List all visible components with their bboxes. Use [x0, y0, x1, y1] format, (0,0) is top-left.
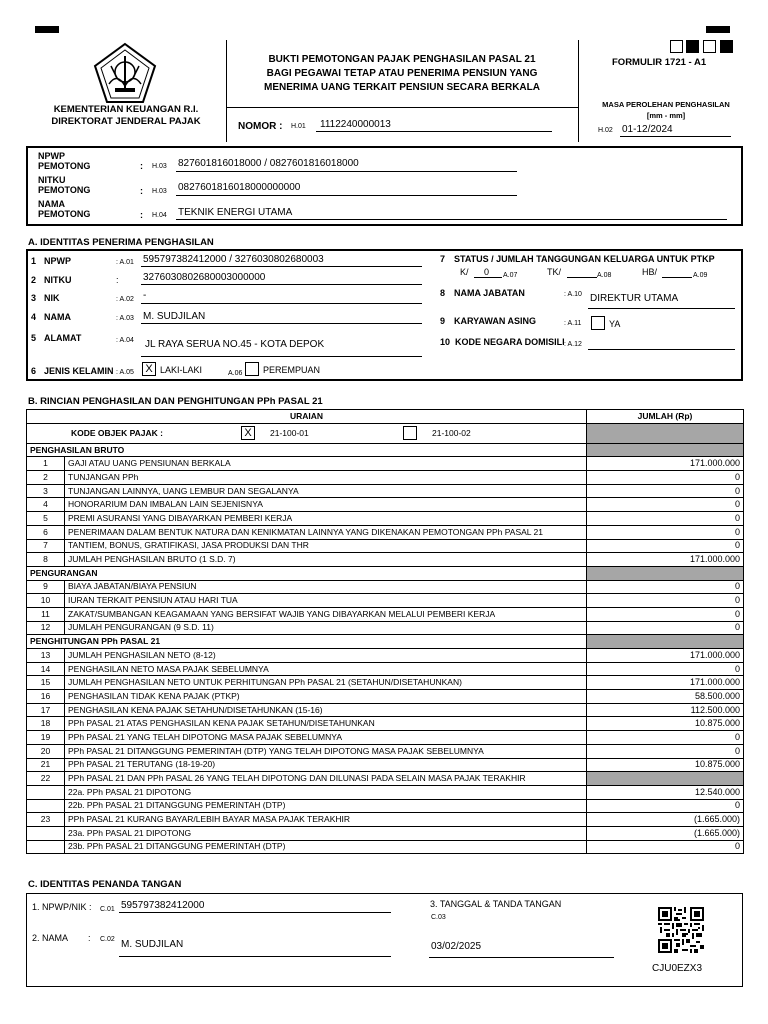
row-number: [27, 785, 65, 799]
row-number: 18: [27, 717, 65, 731]
a-npwp-code: : A.01: [116, 259, 134, 266]
kode-2-checkbox[interactable]: [403, 426, 417, 440]
period-value: 01-12/2024: [622, 124, 673, 135]
header-title-bottom-line: [226, 107, 578, 108]
row-number: 13: [27, 649, 65, 663]
header-vline-right: [578, 40, 579, 142]
a-asing-code: : A.11: [564, 320, 582, 327]
row-amount: (1.665.000): [587, 826, 744, 840]
section-header-label: PENGHITUNGAN PPh PASAL 21: [27, 635, 587, 649]
table-row: [27, 471, 744, 485]
row-amount: 0: [587, 731, 744, 745]
kode-objek-row: [27, 423, 744, 443]
row-description: PPh PASAL 21 KURANG BAYAR/LEBIH BAYAR MASA PAJAK TERAKHIR: [65, 813, 587, 827]
table-row: [27, 840, 744, 854]
a-negara-no: 10: [440, 337, 451, 347]
section-pengurangan-header: [27, 566, 744, 580]
section-header-label: PENGURANGAN: [27, 566, 587, 580]
section-header-label: PENGHASILAN BRUTO: [27, 443, 587, 457]
row-description: JUMLAH PENGHASILAN BRUTO (1 S.D. 7): [65, 553, 587, 567]
form-title-line-2: BAGI PEGAWAI TETAP ATAU PENERIMA PENSIUN YANG: [266, 68, 538, 79]
row-description: PPh PASAL 21 TERUTANG (18-19-20): [65, 758, 587, 772]
a-npwp-underline: [141, 266, 422, 267]
a-alamat-no: 5: [31, 333, 37, 343]
section-header-shade: [587, 566, 744, 580]
table-row: [27, 676, 744, 690]
table-row: [27, 799, 744, 813]
row-amount: 171.000.000: [587, 457, 744, 471]
row-number: [27, 826, 65, 840]
table-row: [27, 758, 744, 772]
a-jabatan-label: NAMA JABATAN: [454, 288, 525, 298]
qr-code: [658, 907, 704, 953]
row-number: 20: [27, 744, 65, 758]
row-amount: 0: [587, 512, 744, 526]
a-nik-code: : A.02: [116, 296, 134, 303]
withholder-nitku-value: 0827601816018000000000: [178, 182, 301, 193]
withholder-nama-label-2: PEMOTONG: [38, 209, 91, 219]
a-status-no: 7: [440, 254, 446, 264]
corner-mark-right: [706, 26, 730, 33]
withholder-box: [26, 146, 743, 226]
c-npwp-code: C.01: [100, 906, 115, 913]
row-description: 23a. PPh PASAL 21 DIPOTONG: [65, 826, 587, 840]
a-asing-label: KARYAWAN ASING: [454, 316, 537, 326]
table-row: [27, 498, 744, 512]
directorate-name: DIREKTORAT JENDERAL PAJAK: [51, 116, 201, 127]
withholder-nama-underline: [176, 219, 727, 220]
row-amount: 0: [587, 744, 744, 758]
period-code: H.02: [598, 127, 613, 134]
row-amount: 112.500.000: [587, 703, 744, 717]
period-format: [mm - mm]: [646, 111, 686, 120]
a-hb-code: A.09: [693, 272, 708, 279]
table-row: [27, 525, 744, 539]
a-tk-underline: [567, 277, 597, 278]
foreign-employee-option: YA: [609, 319, 621, 329]
a-alamat-label: ALAMAT: [44, 333, 82, 343]
a-nitku-colon: :: [116, 275, 119, 285]
withholder-npwp-label-1: NPWP: [38, 151, 65, 161]
row-description: 22a. PPh PASAL 21 DIPOTONG: [65, 785, 587, 799]
table-row: [27, 649, 744, 663]
section-c-title: C. IDENTITAS PENANDA TANGAN: [28, 879, 182, 890]
nomor-underline: [316, 131, 552, 132]
row-description: JUMLAH PENGHASILAN NETO (8-12): [65, 649, 587, 663]
row-amount: 0: [587, 498, 744, 512]
row-amount: 0: [587, 539, 744, 553]
c-tanggal-value: 03/02/2025: [431, 941, 482, 952]
row-amount: 0: [587, 580, 744, 594]
row-amount: 10.875.000: [587, 717, 744, 731]
a-gender-label: JENIS KELAMIN: [44, 366, 114, 376]
a-negara-label: KODE NEGARA DOMISILI: [455, 337, 565, 347]
row-description: IURAN TERKAIT PENSIUN ATAU HARI TUA: [65, 594, 587, 608]
row-description: PENGHASILAN NETO MASA PAJAK SEBELUMNYA: [65, 662, 587, 676]
a-nik-value: -: [143, 290, 147, 301]
a-male-code: : A.05: [116, 369, 134, 376]
row-number: [27, 840, 65, 854]
table-row: [27, 772, 744, 786]
c-tanggal-code: C.03: [431, 914, 446, 921]
table-header-row: [27, 410, 744, 424]
row-number: 1: [27, 457, 65, 471]
c-npwp-value: 595797382412000: [121, 900, 205, 911]
a-alamat-value: JL RAYA SERUA NO.45 - KOTA DEPOK: [145, 339, 325, 350]
period-underline: [620, 136, 731, 137]
kode-objek-amount-cell: [587, 423, 744, 443]
row-amount: 171.000.000: [587, 649, 744, 663]
col-jumlah-header: JUMLAH (Rp): [587, 410, 744, 424]
withholder-npwp-underline: [176, 171, 517, 172]
row-amount: 0: [587, 525, 744, 539]
withholder-nama-label-1: NAMA: [38, 199, 65, 209]
table-row: [27, 539, 744, 553]
row-amount: (1.665.000): [587, 813, 744, 827]
foreign-employee-checkbox[interactable]: [591, 316, 605, 330]
row-amount: 0: [587, 607, 744, 621]
row-description: JUMLAH PENGHASILAN NETO UNTUK PERHITUNGAN PPh PASAL 21 (SETAHUN/DISETAHUNKAN): [65, 676, 587, 690]
withholder-nitku-code: H.03: [152, 188, 167, 195]
a-k-label: K/: [460, 267, 469, 277]
a-status-label: STATUS / JUMLAH TANGGUNGAN KELUARGA UNTUK PTKP: [454, 254, 715, 264]
row-amount: 171.000.000: [587, 676, 744, 690]
a-gender-no: 6: [31, 366, 37, 376]
table-row: [27, 662, 744, 676]
table-row: [27, 703, 744, 717]
row-number: 10: [27, 594, 65, 608]
a-nama-label: NAMA: [44, 312, 71, 322]
withholder-nitku-underline: [176, 195, 517, 196]
row-number: 6: [27, 525, 65, 539]
row-description: PPh PASAL 21 ATAS PENGHASILAN KENA PAJAK SETAHUN/DISETAHUNKAN: [65, 717, 587, 731]
a-jabatan-no: 8: [440, 288, 446, 298]
a-jabatan-underline: [588, 308, 735, 309]
document-code: CJU0EZX3: [652, 963, 703, 974]
a-nik-label: NIK: [44, 293, 60, 303]
row-description: TANTIEM, BONUS, GRATIFIKASI, JASA PRODUKSI DAN THR: [65, 539, 587, 553]
row-number: 4: [27, 498, 65, 512]
c-nama-colon: :: [88, 933, 91, 943]
row-description: PREMI ASURANSI YANG DIBAYARKAN PEMBERI KERJA: [65, 512, 587, 526]
form-title-line-3: MENERIMA UANG TERKAIT PENSIUN SECARA BERKALA: [264, 82, 540, 93]
row-description: JUMLAH PENGURANGAN (9 S.D. 11): [65, 621, 587, 635]
nomor-label: NOMOR :: [238, 121, 283, 132]
row-number: 9: [27, 580, 65, 594]
row-description: TUNJANGAN PPh: [65, 471, 587, 485]
section-b-title: B. RINCIAN PENGHASILAN DAN PENGHITUNGAN PPh PASAL 21: [28, 396, 323, 407]
kode-objek-label: KODE OBJEK PAJAK :: [71, 427, 163, 438]
withholder-npwp-value: 827601816018000 / 0827601816018000: [178, 158, 359, 169]
withholder-npwp-colon: :: [140, 161, 143, 171]
a-k-value: 0: [484, 267, 490, 277]
row-number: 21: [27, 758, 65, 772]
a-k-underline: [474, 277, 502, 278]
a-alamat-code: : A.04: [116, 337, 134, 344]
a-npwp-label: NPWP: [44, 256, 71, 266]
female-checkbox[interactable]: [245, 362, 259, 376]
form-title-line-1: BUKTI PEMOTONGAN PAJAK PENGHASILAN PASAL 21: [268, 54, 536, 65]
row-description: PENGHASILAN TIDAK KENA PAJAK (PTKP): [65, 690, 587, 704]
c-tanggal-underline: [429, 957, 614, 958]
table-row: [27, 553, 744, 567]
a-jabatan-code: : A.10: [564, 291, 582, 298]
row-number: 14: [27, 662, 65, 676]
row-number: 12: [27, 621, 65, 635]
a-nitku-underline: [141, 284, 422, 285]
female-label: PEREMPUAN: [263, 365, 321, 375]
a-nik-underline: [141, 303, 422, 304]
row-description: PENGHASILAN KENA PAJAK SETAHUN/DISETAHUNKAN (15-16): [65, 703, 587, 717]
row-amount: 12.540.000: [587, 785, 744, 799]
section-bruto-header: [27, 443, 744, 457]
section-header-shade: [587, 635, 744, 649]
table-row: [27, 621, 744, 635]
kode-1-label: 21-100-01: [270, 427, 309, 438]
form-id-boxes: [670, 40, 734, 53]
row-description: PPh PASAL 21 DITANGGUNG PEMERINTAH (DTP) YANG TELAH DIPOTONG MASA PAJAK SEBELUMNYA: [65, 744, 587, 758]
header-left-panel: [26, 40, 226, 140]
c-tanggal-label: 3. TANGGAL & TANDA TANGAN: [430, 899, 562, 909]
row-number: 3: [27, 484, 65, 498]
c-npwp-label: 1. NPWP/NIK :: [32, 902, 92, 912]
row-amount: 0: [587, 621, 744, 635]
row-amount: 0: [587, 484, 744, 498]
withholder-nama-code: H.04: [152, 212, 167, 219]
section-header-shade: [587, 443, 744, 457]
kode-2-label: 21-100-02: [432, 427, 471, 438]
row-amount: [587, 772, 744, 786]
table-row: [27, 785, 744, 799]
row-number: 7: [27, 539, 65, 553]
row-number: 15: [27, 676, 65, 690]
ministry-name: KEMENTERIAN KEUANGAN R.I.: [53, 104, 199, 115]
a-hb-label: HB/: [642, 267, 658, 277]
row-number: 19: [27, 731, 65, 745]
row-amount: 0: [587, 471, 744, 485]
a-nama-underline: [141, 323, 422, 324]
table-row: [27, 512, 744, 526]
a-nitku-value: 3276030802680003000000: [143, 272, 266, 283]
a-nama-no: 4: [31, 312, 37, 322]
row-number: 17: [27, 703, 65, 717]
table-row: [27, 813, 744, 827]
withholder-npwp-label-2: PEMOTONG: [38, 161, 91, 171]
row-number: [27, 799, 65, 813]
row-number: 23: [27, 813, 65, 827]
a-npwp-value: 595797382412000 / 3276030802680003: [143, 254, 324, 265]
nomor-code: H.01: [291, 123, 306, 130]
a-npwp-no: 1: [31, 256, 37, 266]
kode-objek-cell: [27, 423, 587, 443]
row-description: HONORARIUM DAN IMBALAN LAIN SEJENISNYA: [65, 498, 587, 512]
a-nama-code: : A.03: [116, 315, 134, 322]
row-description: TUNJANGAN LAINNYA, UANG LEMBUR DAN SEGALANYA: [65, 484, 587, 498]
a-negara-code: : A.12: [564, 341, 582, 348]
row-description: 23b. PPh PASAL 21 DITANGGUNG PEMERINTAH (DTP): [65, 840, 587, 854]
table-row: [27, 457, 744, 471]
table-row: [27, 607, 744, 621]
c-nama-underline: [119, 956, 391, 957]
a-jabatan-value: DIREKTUR UTAMA: [590, 293, 679, 304]
withholder-npwp-code: H.03: [152, 163, 167, 170]
row-description: 22b. PPh PASAL 21 DITANGGUNG PEMERINTAH (DTP): [65, 799, 587, 813]
row-description: BIAYA JABATAN/BIAYA PENSIUN: [65, 580, 587, 594]
row-description: ZAKAT/SUMBANGAN KEAGAMAAN YANG BERSIFAT WAJIB YANG DIBAYARKAN MELALUI PEMBERI KERJA: [65, 607, 587, 621]
table-row: [27, 484, 744, 498]
row-number: 16: [27, 690, 65, 704]
a-tk-code: A.08: [597, 272, 612, 279]
kode-1-checkbox[interactable]: X: [241, 426, 255, 440]
row-number: 5: [27, 512, 65, 526]
row-description: PENERIMAAN DALAM BENTUK NATURA DAN KENIKMATAN LAINNYA YANG DIKENAKAN PEMOTONGAN PPh PASAL 21: [65, 525, 587, 539]
row-description: PPh PASAL 21 DAN PPh PASAL 26 YANG TELAH DIPOTONG DAN DILUNASI PADA SELAIN MASA PAJAK TERAKHIR: [65, 772, 587, 786]
ministry-logo: [93, 42, 157, 104]
c-npwp-underline: [119, 912, 391, 913]
a-asing-no: 9: [440, 316, 446, 326]
a-hb-underline: [662, 277, 692, 278]
c-nama-code: C.02: [100, 936, 115, 943]
c-nama-value: M. SUDJILAN: [121, 939, 184, 950]
table-row: [27, 717, 744, 731]
table-row: [27, 580, 744, 594]
a-alamat-underline: [141, 356, 422, 357]
row-amount: 0: [587, 594, 744, 608]
a-nik-no: 3: [31, 293, 37, 303]
row-number: 2: [27, 471, 65, 485]
a-female-code: A.06: [228, 370, 243, 377]
male-checkbox[interactable]: X: [142, 362, 156, 376]
table-row: [27, 731, 744, 745]
table-row: [27, 744, 744, 758]
corner-mark-left: [35, 26, 59, 33]
row-amount: 58.500.000: [587, 690, 744, 704]
withholder-nitku-label-1: NITKU: [38, 175, 66, 185]
nomor-value: 1112240000013: [320, 119, 391, 130]
c-nama-label: 2. NAMA: [32, 933, 69, 943]
table-row: [27, 594, 744, 608]
row-amount: 0: [587, 799, 744, 813]
income-table: [26, 409, 744, 854]
withholder-nama-value: TEKNIK ENERGI UTAMA: [178, 207, 293, 218]
a-tk-label: TK/: [547, 267, 562, 277]
a-k-code: A.07: [503, 272, 518, 279]
a-negara-underline: [588, 349, 735, 350]
row-amount: 0: [587, 840, 744, 854]
period-label: MASA PEROLEHAN PENGHASILAN: [602, 100, 730, 109]
section-penghitungan-header: [27, 635, 744, 649]
row-number: 11: [27, 607, 65, 621]
withholder-nitku-label-2: PEMOTONG: [38, 185, 91, 195]
a-nitku-no: 2: [31, 275, 37, 285]
a-nitku-label: NITKU: [44, 275, 72, 285]
row-amount: 171.000.000: [587, 553, 744, 567]
table-row: [27, 826, 744, 840]
row-description: GAJI ATAU UANG PENSIUNAN BERKALA: [65, 457, 587, 471]
row-description: PPh PASAL 21 YANG TELAH DIPOTONG MASA PAJAK SEBELUMNYA: [65, 731, 587, 745]
withholder-nama-colon: :: [140, 210, 143, 220]
row-number: 22: [27, 772, 65, 786]
form-number: FORMULIR 1721 - A1: [612, 57, 707, 68]
male-label: LAKI-LAKI: [160, 365, 203, 375]
row-amount: 10.875.000: [587, 758, 744, 772]
a-nama-value: M. SUDJILAN: [143, 311, 206, 322]
row-number: 8: [27, 553, 65, 567]
section-a-title: A. IDENTITAS PENERIMA PENGHASILAN: [28, 237, 214, 248]
row-amount: 0: [587, 662, 744, 676]
table-row: [27, 690, 744, 704]
withholder-nitku-colon: :: [140, 186, 143, 196]
col-uraian-header: URAIAN: [27, 410, 587, 424]
